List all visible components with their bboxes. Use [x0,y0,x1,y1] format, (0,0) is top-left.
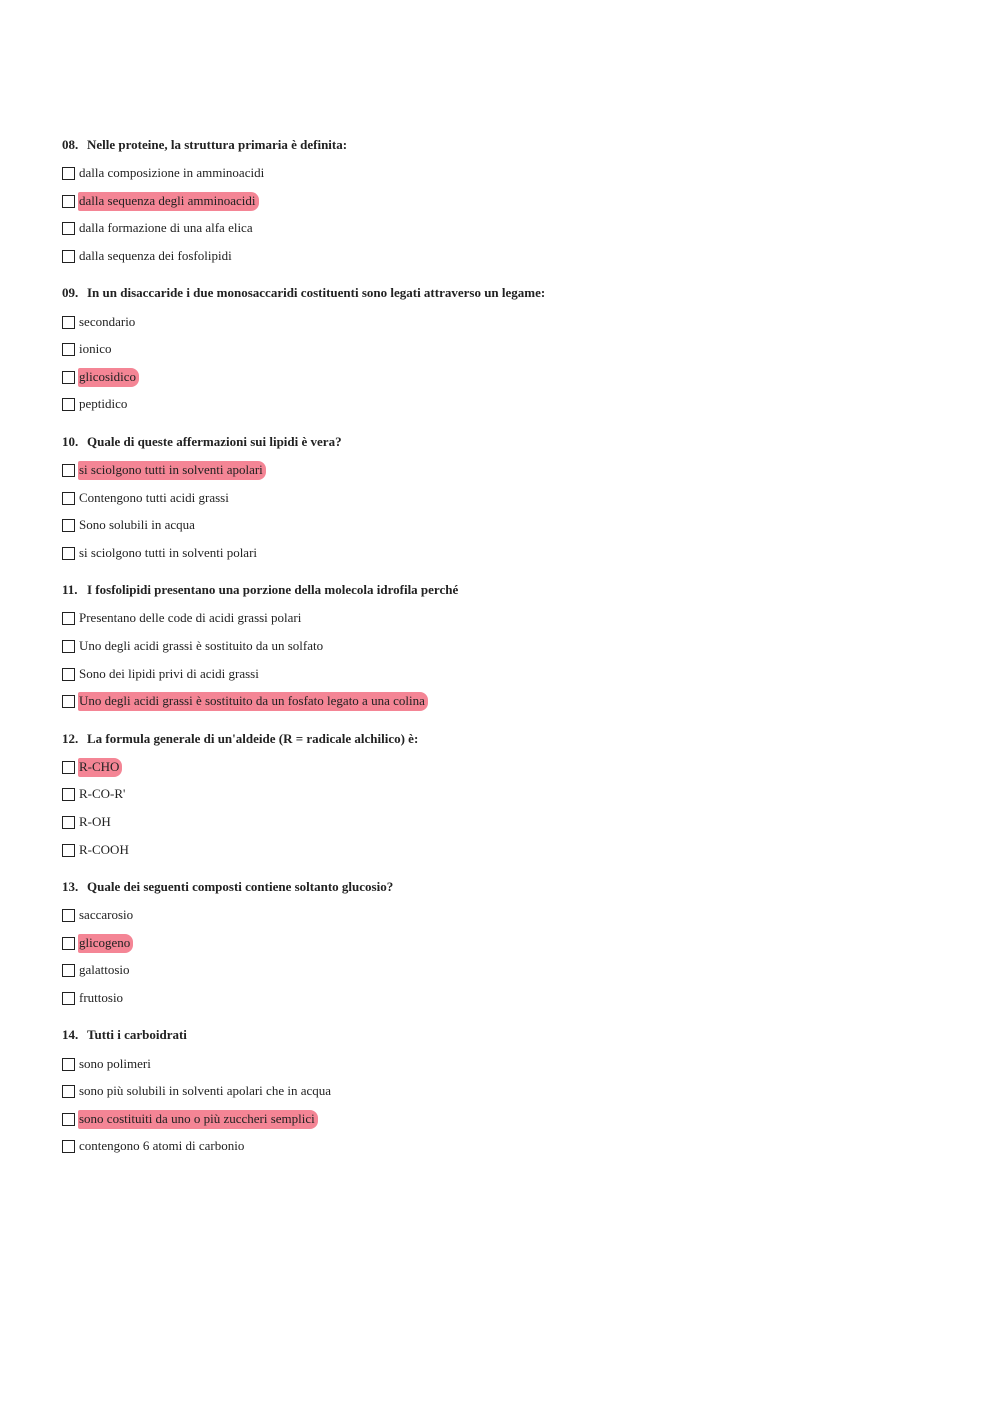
answer-option-label: Sono dei lipidi privi di acidi grassi [79,665,259,681]
checkbox-icon[interactable] [62,668,75,681]
question-text: Quale di queste affermazioni sui lipidi è vera? [87,433,342,449]
answer-option-label: secondario [79,313,136,329]
answer-option[interactable] [62,902,962,930]
answer-option[interactable] [62,633,962,661]
answer-option[interactable] [62,1078,962,1106]
answer-option[interactable] [62,243,962,271]
checkbox-icon[interactable] [62,816,75,829]
answer-option[interactable] [62,929,962,957]
answer-option-label-highlighted: Uno degli acidi grassi è sostituito da un fosfato legato a una colina [78,692,428,711]
answer-option[interactable] [62,336,962,364]
checkbox-icon[interactable] [62,844,75,857]
checkbox-icon[interactable] [62,519,75,532]
checkbox-icon[interactable] [62,398,75,411]
checkbox-icon[interactable] [62,316,75,329]
question-text: In un disaccaride i due monosaccaridi costituenti sono legati attraverso un legame: [87,285,546,301]
answer-option[interactable] [62,605,962,633]
checkbox-icon[interactable] [62,195,75,208]
answer-option-label: Sono solubili in acqua [79,517,195,533]
answer-option-label: si sciolgono tutti in solventi polari [79,544,258,560]
question-block [62,581,962,715]
question-text: Nelle proteine, la struttura primaria è definita: [87,137,348,152]
answer-option-label: galattosio [79,962,130,978]
answer-option[interactable] [62,1105,962,1133]
answer-option-label-highlighted: R-CHO [78,758,122,777]
checkbox-icon[interactable] [62,761,75,774]
checkbox-icon[interactable] [62,371,75,384]
answer-option-label: fruttosio [79,989,124,1005]
question-text: Quale dei seguenti composti contiene soltanto glucosio? [87,878,394,894]
question-block [62,433,962,567]
answer-option[interactable] [62,1133,962,1161]
answer-option[interactable] [62,809,962,837]
question-text: La formula generale di un'aldeide (R = radicale alchilico) è: [87,730,419,746]
answer-option-label: R-OH [79,813,111,829]
answer-option-label: contengono 6 atomi di carbonio [79,1138,245,1154]
answer-option[interactable] [62,160,962,188]
question-block [62,136,962,270]
checkbox-icon[interactable] [62,343,75,356]
checkbox-icon[interactable] [62,492,75,505]
checkbox-icon[interactable] [62,1085,75,1098]
checkbox-icon[interactable] [62,222,75,235]
question-title [62,730,962,748]
answer-option-label: Presentano delle code di acidi grassi polari [79,610,302,626]
checkbox-icon[interactable] [62,1058,75,1071]
answer-option[interactable] [62,754,962,782]
checkbox-icon[interactable] [62,167,75,180]
answer-option-label: dalla sequenza dei fosfolipidi [79,248,232,264]
answer-option[interactable] [62,512,962,540]
checkbox-icon[interactable] [62,695,75,708]
question-number: 09. [62,285,79,301]
answer-option-label-highlighted: dalla sequenza degli amminoacidi [78,192,259,211]
answer-option[interactable] [62,484,962,512]
question-block [62,284,962,418]
answer-option[interactable] [62,781,962,809]
question-title [62,1026,962,1044]
answer-option[interactable] [62,391,962,419]
checkbox-icon[interactable] [62,250,75,263]
question-number: 14. [62,1027,79,1043]
answer-option[interactable] [62,188,962,216]
checkbox-icon[interactable] [62,640,75,653]
answer-option-label: sono più solubili in solventi apolari che in acqua [79,1083,332,1099]
answer-option[interactable] [62,660,962,688]
answer-option-label: dalla formazione di una alfa elica [79,220,253,236]
answer-option[interactable] [62,308,962,336]
answer-option[interactable] [62,985,962,1013]
question-number: 10. [62,433,79,449]
answer-option-label-highlighted: si sciolgono tutti in solventi apolari [78,461,266,480]
answer-option[interactable] [62,540,962,568]
answer-option[interactable] [62,457,962,485]
answer-option-label: Contengono tutti acidi grassi [79,489,229,505]
answer-option-label: saccarosio [79,907,134,923]
answer-option-label-highlighted: sono costituiti da uno o più zuccheri semplici [78,1110,318,1129]
answer-option[interactable] [62,364,962,392]
checkbox-icon[interactable] [62,612,75,625]
answer-option-label: Uno degli acidi grassi è sostituito da un solfato [79,638,324,654]
question-number: 11. [62,582,78,598]
checkbox-icon[interactable] [62,464,75,477]
checkbox-icon[interactable] [62,788,75,801]
question-number: 08. [62,137,79,152]
question-title [62,136,962,154]
answer-option-label: R-COOH [79,841,129,857]
checkbox-icon[interactable] [62,992,75,1005]
answer-option-label-highlighted: glicosidico [78,368,139,387]
question-title [62,433,962,451]
checkbox-icon[interactable] [62,909,75,922]
answer-option[interactable] [62,215,962,243]
checkbox-icon[interactable] [62,964,75,977]
question-block [62,1026,962,1160]
question-number: 13. [62,878,79,894]
answer-option[interactable] [62,957,962,985]
answer-option-label: dalla composizione in amminoacidi [79,165,265,181]
question-number: 12. [62,730,79,746]
answer-option-label-highlighted: glicogeno [78,934,133,953]
checkbox-icon[interactable] [62,937,75,950]
question-text: I fosfolipidi presentano una porzione della molecola idrofila perché [87,582,459,598]
question-text: Tutti i carboidrati [87,1027,187,1043]
checkbox-icon[interactable] [62,547,75,560]
question-title [62,581,962,599]
question-title [62,284,962,302]
checkbox-icon[interactable] [62,1140,75,1153]
answer-option-label: ionico [79,341,112,357]
answer-option-label: sono polimeri [79,1055,151,1071]
answer-option[interactable] [62,1050,962,1078]
answer-option[interactable] [62,836,962,864]
question-block [62,730,962,864]
question-title [62,878,962,896]
answer-option-label: peptidico [79,396,128,412]
checkbox-icon[interactable] [62,1113,75,1126]
quiz-document [62,136,962,1175]
answer-option-label: R-CO-R' [79,786,126,802]
question-block [62,878,962,1012]
answer-option[interactable] [62,688,962,716]
